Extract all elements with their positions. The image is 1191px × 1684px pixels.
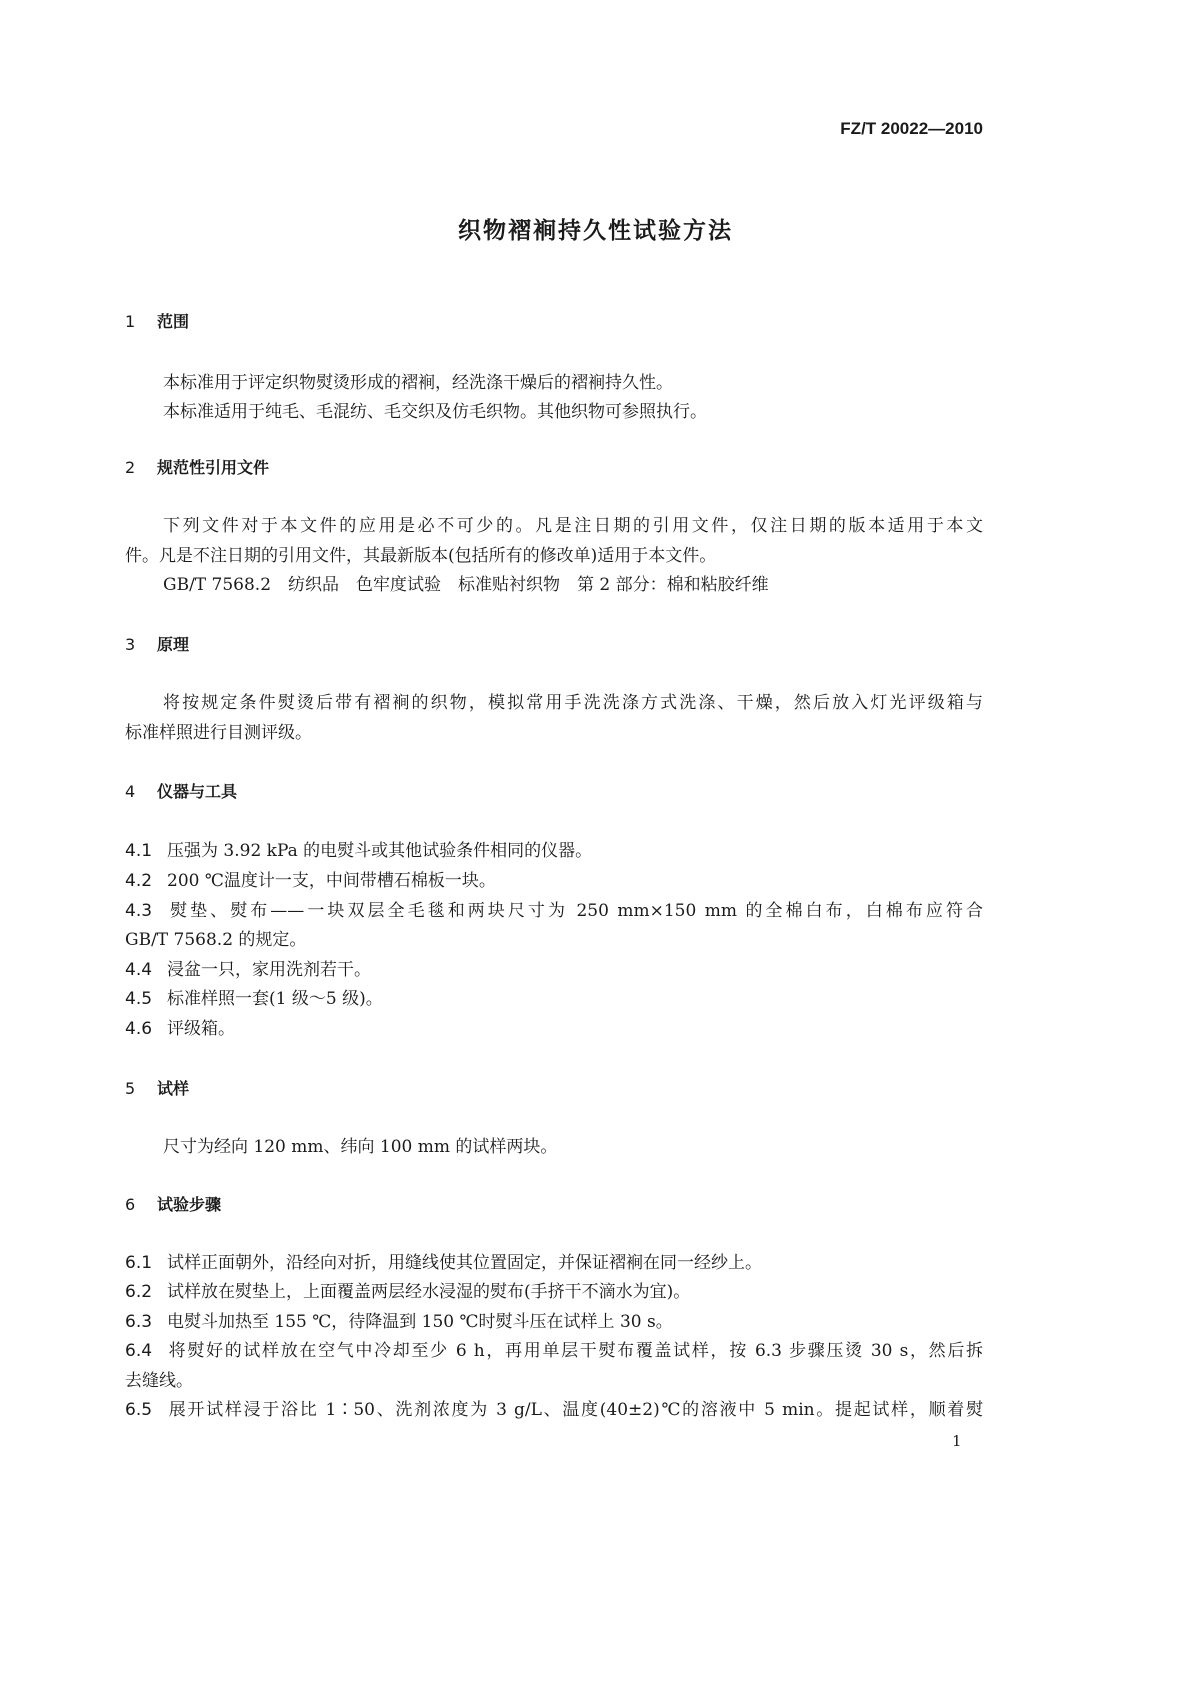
clause-4-5 [125,988,983,1010]
clause-number: 4.5 [125,989,153,1009]
clause-4-2 [125,870,983,892]
section-number: 3 [125,635,136,654]
clause-number: 6.1 [125,1253,153,1273]
section-number: 1 [125,312,136,331]
page-number: 1 [952,1432,962,1450]
document-title: 织物褶裥持久性试验方法 [458,218,733,244]
section-title: 规范性引用文件 [157,458,270,477]
clause-number: 4.6 [125,1019,153,1039]
clause-number: 6.5 [125,1400,153,1420]
clause-text: 展开试样浸于浴比 1∶50、洗剂浓度为 3 g/L、温度(40±2)℃的溶液中 5 min。提起试样，顺着熨 [167,1400,983,1420]
clause-continuation: GB/T 7568.2 的规定。 [125,930,307,950]
clause-4-4 [125,959,983,981]
clause-4-3 [125,900,983,922]
paragraph-line: 尺寸为经向 120 mm、纬向 100 mm 的试样两块。 [163,1137,558,1157]
clause-text: 评级箱。 [167,1019,235,1039]
clause-text: 将熨好的试样放在空气中冷却至少 6 h，再用单层干熨布覆盖试样，按 6.3 步骤压烫 30 s，然后拆 [167,1341,983,1361]
reference-entry: GB/T 7568.2 纺织品 色牢度试验 标准贴衬织物 第 2 部分：棉和粘胶纤维 [163,575,769,595]
paragraph-line: 标准样照进行目测评级。 [125,723,312,743]
section-title: 原理 [157,635,190,654]
paragraph-line: 将按规定条件熨烫后带有褶裥的织物，模拟常用手洗洗涤方式洗涤、干燥，然后放入灯光评级箱与 [163,693,983,713]
paragraph-line: 件。凡是不注日期的引用文件，其最新版本(包括所有的修改单)适用于本文件。 [125,546,717,566]
section-heading-scope [125,311,189,333]
clause-number: 4.1 [125,841,153,861]
clause-text: 试样正面朝外，沿经向对折，用缝线使其位置固定，并保证褶裥在同一经纱上。 [167,1253,762,1273]
clause-4-1 [125,840,983,862]
standard-code: FZ/T 20022—2010 [840,119,983,138]
section-number: 6 [125,1195,136,1214]
clause-text: 浸盆一只，家用洗剂若干。 [167,960,371,980]
section-title: 试验步骤 [157,1195,222,1214]
clause-text: 试样放在熨垫上，上面覆盖两层经水浸湿的熨布(手挤干不滴水为宜)。 [167,1282,691,1302]
clause-number: 6.3 [125,1312,153,1332]
section-number: 5 [125,1079,136,1098]
clause-text: 200 ℃温度计一支，中间带槽石棉板一块。 [167,871,496,891]
clause-4-6 [125,1018,983,1040]
clause-text: 熨垫、熨布——一块双层全毛毯和两块尺寸为 250 mm×150 mm 的全棉白布，白棉布应符合 [167,901,983,921]
section-title: 试样 [157,1079,190,1098]
paragraph-line: 本标准用于评定织物熨烫形成的褶裥，经洗涤干燥后的褶裥持久性。 [163,373,673,393]
clause-number: 6.4 [125,1341,153,1361]
clause-6-4 [125,1340,983,1362]
clause-text: 电熨斗加热至 155 ℃，待降温到 150 ℃时熨斗压在试样上 30 s。 [167,1312,673,1332]
clause-number: 6.2 [125,1282,153,1302]
clause-text: 压强为 3.92 kPa 的电熨斗或其他试验条件相同的仪器。 [167,841,593,861]
section-title: 仪器与工具 [157,782,238,801]
clause-continuation: 去缝线。 [125,1371,193,1391]
section-title: 范围 [157,312,190,331]
clause-6-5 [125,1399,983,1421]
section-heading-apparatus [125,781,237,803]
section-number: 2 [125,458,136,477]
paragraph-line: 下列文件对于本文件的应用是必不可少的。凡是注日期的引用文件，仅注日期的版本适用于本文 [163,516,983,536]
clause-6-1 [125,1252,983,1274]
section-heading-references [125,457,269,479]
clause-number: 4.3 [125,901,153,921]
paragraph-line: 本标准适用于纯毛、毛混纺、毛交织及仿毛织物。其他织物可参照执行。 [163,402,707,422]
clause-text: 标准样照一套(1 级～5 级)。 [167,989,383,1009]
clause-number: 4.4 [125,960,153,980]
section-heading-principle [125,634,189,656]
section-number: 4 [125,782,136,801]
section-heading-procedure [125,1194,221,1216]
clause-number: 4.2 [125,871,153,891]
section-heading-specimen [125,1078,189,1100]
clause-6-2 [125,1281,983,1303]
clause-6-3 [125,1311,983,1333]
